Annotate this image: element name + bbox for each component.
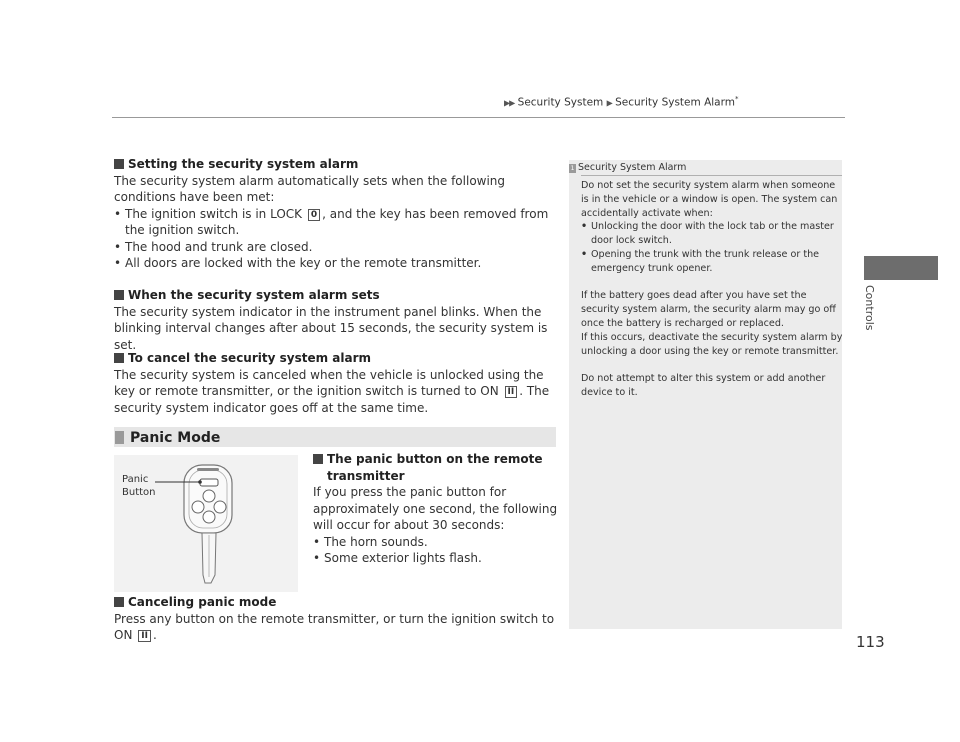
- list-item: • The hood and trunk are closed.: [114, 239, 559, 256]
- panic-button-heading: The panic button on the remote: [313, 451, 563, 468]
- sidebar-header: 1 Security System Alarm: [570, 162, 687, 173]
- list-item: • Unlocking the door with the lock tab or the master door lock switch.: [581, 220, 843, 248]
- chapter-label: Controls: [863, 285, 876, 331]
- list-item: • Some exterior lights flash.: [313, 550, 563, 567]
- notes-sidebar: [569, 160, 842, 629]
- section-marker-icon: [114, 290, 124, 300]
- page-number: 113: [856, 633, 885, 651]
- list-item: • Opening the trunk with the trunk release or the emergency trunk opener.: [581, 248, 843, 276]
- ignition-position-key: II: [505, 386, 518, 398]
- panic-button-heading-cont: transmitter: [327, 468, 405, 483]
- section-marker-icon: [114, 159, 124, 169]
- list-item: • All doors are locked with the key or the remote transmitter.: [114, 255, 559, 272]
- breadcrumb-arrow-icon: ▶▶: [504, 98, 515, 108]
- when-sets-section: [114, 287, 559, 353]
- panic-effects-list: [313, 534, 563, 567]
- sidebar-paragraph: If this occurs, deactivate the security system alarm by unlocking a door using the key or remote transmitter.: [581, 331, 843, 357]
- canceling-panic-text: Press any button on the remote transmitter, or turn the ignition switch to ON II .: [114, 611, 555, 642]
- sidebar-paragraph: Do not set the security system alarm when someone is in the vehicle or a window is open. The system can accidentally activate when:: [581, 180, 838, 219]
- sidebar-paragraph: If the battery goes dead after you have set the security system alarm, the security alarm may go off once the battery is recharged or replaced.: [581, 290, 836, 329]
- list-item: • The horn sounds.: [313, 534, 563, 551]
- breadcrumb-arrow-icon: ▶: [606, 98, 612, 108]
- reference-icon: 1: [570, 165, 575, 172]
- panic-button-text: If you press the panic button for approximately one second, the following will occur for about 30 seconds:: [313, 485, 558, 532]
- setting-section: [114, 156, 559, 272]
- sidebar-list: [581, 220, 843, 275]
- sidebar-divider: [581, 175, 842, 176]
- section-marker-icon: [114, 597, 124, 607]
- ignition-position-key: 0: [308, 209, 320, 221]
- list-item: • The ignition switch is in LOCK 0 , and the key has been removed from the ignition switch.: [114, 206, 559, 239]
- header-divider: [112, 117, 845, 118]
- panic-button-callout: Panic Button: [122, 474, 156, 498]
- when-sets-heading: When the security system alarm sets: [114, 287, 559, 304]
- panic-button-section: [313, 451, 563, 567]
- section-marker-icon: [114, 353, 124, 363]
- canceling-panic-section: [114, 594, 564, 644]
- breadcrumb-subsection[interactable]: Security System Alarm: [615, 96, 735, 109]
- ignition-position-key: II: [138, 630, 151, 642]
- key-fob-figure: [114, 455, 298, 592]
- cancel-heading: To cancel the security system alarm: [114, 350, 559, 367]
- setting-intro: The security system alarm automatically sets when the following conditions have been met:: [114, 173, 506, 204]
- panic-mode-title: Panic Mode: [130, 430, 221, 446]
- breadcrumb-asterisk: *: [734, 95, 739, 103]
- panic-mode-title-bar: [114, 427, 556, 447]
- sidebar-text: [581, 179, 843, 400]
- cancel-section: [114, 350, 559, 416]
- sidebar-paragraph: Do not attempt to alter this system or add another device to it.: [581, 373, 826, 398]
- section-marker-icon: [313, 454, 323, 464]
- breadcrumb: [504, 95, 738, 109]
- setting-heading: Setting the security system alarm: [114, 156, 559, 173]
- when-sets-text: The security system indicator in the instrument panel blinks. When the blinking interval changes after about 15 seconds, the security system is set.: [114, 304, 548, 352]
- canceling-panic-heading: Canceling panic mode: [114, 594, 564, 611]
- setting-conditions-list: [114, 206, 559, 272]
- breadcrumb-section[interactable]: Security System: [517, 96, 604, 109]
- chapter-tab: [864, 256, 938, 280]
- section-marker-icon: [115, 431, 124, 444]
- cancel-text: The security system is canceled when the vehicle is unlocked using the key or remote transmitter, or the ignition switch is turned to ON II . The security system indicator goes off at the same time.: [114, 367, 550, 415]
